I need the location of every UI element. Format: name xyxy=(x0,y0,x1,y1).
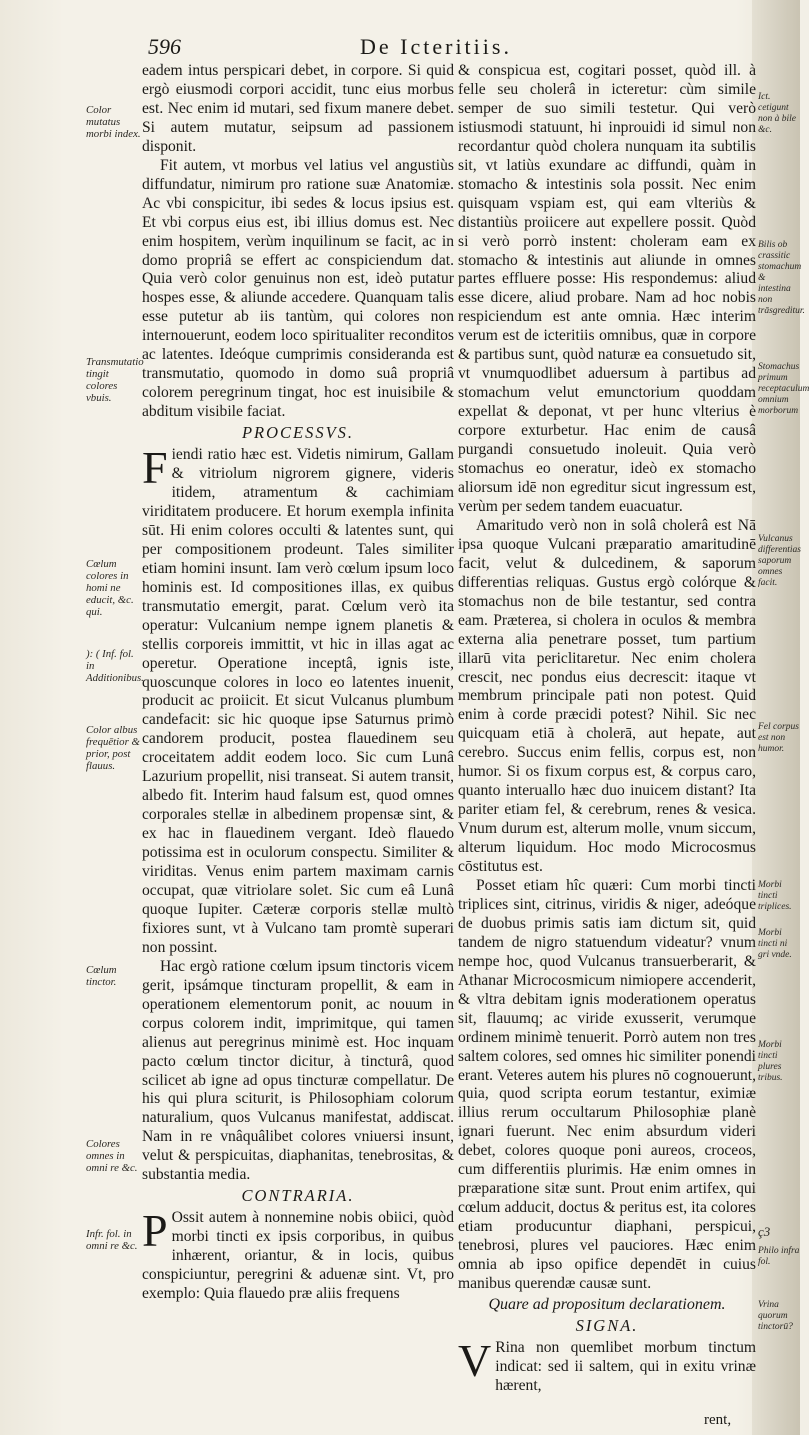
margin-note-right: Philo infra fol. xyxy=(758,1246,800,1267)
margin-note-right: Stomachus primum receptaculum omnium morborum xyxy=(758,362,809,416)
margin-note-left: Color mutatus morbi index. xyxy=(86,104,141,140)
margin-note-right: Fel corpus est non humor. xyxy=(758,722,799,754)
margin-note-left: Cœlum colores in homi ne educit, &c. qui. xyxy=(86,558,134,618)
margin-note-left: Transmutatio tingit colores vbuis. xyxy=(86,356,144,404)
margin-note-left: Colores omnes in omni re &c. xyxy=(86,1138,138,1174)
margin-note-left: Cœlum tinctor. xyxy=(86,964,117,988)
page-gutter-shadow xyxy=(752,0,809,1435)
margin-note-right: Vrina quorum tinctorū? xyxy=(758,1300,793,1332)
symbol-mark: ç3 xyxy=(758,1224,771,1239)
margin-note-left: Infr. fol. in omni re &c. xyxy=(86,1228,138,1252)
contraria-text: Ossit autem à nonnemine nobis obiici, quòd morbi tincti ex ipsis corporibus, in quibus inhærent, oriantur, & in locis, quibus conspiciuntur, peregrini & aduenæ sint. Vt, pro exemplo: Quia flauedo præ aliis frequens xyxy=(142,1209,454,1302)
margin-note-left: Color albus frequētior & prior, post flauus. xyxy=(86,724,140,772)
left-column xyxy=(142,62,454,1304)
running-title: De Icteritiis. xyxy=(360,34,512,59)
left-paragraph: Fit autem, vt morbus vel latius vel angustiùs diffundatur, nimirum pro ratione suæ Anatomiæ. Ac vbi conspicitur, ibi sedes & locus ipsius est. Et vbi corpus eius est, ibi illius domus est. Nec enim hospitem, verùm inquilinum se facit, ac in domo propriâ se effert ac conspiciendum dat. Quia verò color genuinus non est, ideò putatur hospes esse, & aliunde accedere. Quanquam talis esse putetur ab iis tantùm, qui colores non internouerunt, eodem loco spiritualiter reconditos ac latentes. Ideóque cumprimis consideranda est transmutatio, quomodo in domo suâ propriâ colorem peregrinum tingat, hoc est inuisibile & abditum visibile faciat. xyxy=(142,156,454,421)
dropcap: F xyxy=(142,442,168,494)
right-column xyxy=(458,62,756,1396)
right-paragraph: Amaritudo verò non in solâ cholerâ est Nā ipsa quoque Vulcani præparatio amaritudinē facit, velut & dulcedinem, & saporum differentias reliquas. Gustus ergò colórque & stomachus non de bile testantur, sed contra eam. Præterea, si cholera in oculos & membra externa alia penetrare posset, tum partium illarū vita periclitaretur. Nec enim cholera crescit, nec pondus eius decrescit: itaque vt membrum principale pati non potest. Quid enim à corde præcidi potest? Nihil. Sic nec quicquam etiā à cholerā, aut hepate, aut cerebro. Succus enim fellis, corpus est, non humor. Si os fixum corpus est, & corpus caro, quanto interuallo hæc duo inuicem distant? Ita pariter etiam fel, & cerebrum, renes & vesica. Vnum durum est, alterum molle, vnum siccum, alterum liquidum. Hoc modo Microcosmus cōstitutus est. xyxy=(458,516,756,876)
signa-text: Rina non quemlibet morbum tinctum indicat: sed ii saltem, qui in exitu vrinæ hærent, xyxy=(495,1338,756,1394)
margin-note-right: Morbi tincti triplices. xyxy=(758,880,792,912)
dropcap: P xyxy=(142,1205,168,1257)
right-paragraph: & conspicua est, cogitari posset, quòd ill. à felle seu cholerâ in icteretur: cùm simile semper de suo simili testetur. Qui verò istiusmodi statuunt, hi inprouidi id simul non recordantur quòd cholera nunquam ita subtilis sit, vt latiùs exundare ac diffundi, quàm in stomacho & intestinis sola possit. Nec enim quisquam vspiam est, qui eam vlteriùs & distantiùs proiicere aut expellere possit. Quòd si verò porrò instent: choleram eam ex stomacho & intestinis aut aliunde in omnes partes effluere posse: His respondemus: aliud esse dicere, aliud probare. Nam ad hoc nobis respiciendum est ante omnia. Hæc interim verum est de icteritiis omnibus, quæ in corpore & partibus sunt, quòd naturæ ea consuetudo sit, vt vnumquodlibet aduersum à partibus ad stomachum velut emunctorium quoddam expellat & deponat, vt per hunc vlterius è corpore exturbetur. Hac enim de causâ purgandi consuetudo inoleuit. Quia verò stomachus eo oneratur, ideò ex stomacho aliorsum idē non egreditur sicut ingressum est, verùm per sedem tandem euacuatur. xyxy=(458,62,756,515)
processus-paragraph xyxy=(142,442,454,958)
page-number: 596 xyxy=(148,34,181,59)
processus-paragraph: Hac ergò ratione cœlum ipsum tinctoris vicem gerit, ipsámque tincturam propellit, & eam in operationem elementorum ponit, ac nouum in corpus colorem indit, imprimitque, qui tamen alienus aut peregrinus minimè est. Hoc inquam pacto cœlum tinctor dicitur, à tincturâ, quod scilicet ab igne ad opus tincturæ compellatur. De his qui plura sciturit, is Philosophiam colorum naturalium, quos Vulcanus manifestat, addiscat. Nam in re vnâquâlibet colores vniuersi insunt, velut & perspicuitas, diaphanitas, tenebrositas, & substantia media. xyxy=(142,957,454,1184)
declaration-subheading: Quare ad propositum declarationem. xyxy=(488,1295,726,1313)
section-heading-contraria: CONTRARIA. xyxy=(241,1186,355,1206)
right-paragraph: Posset etiam hîc quæri: Cum morbi tincti triplices sint, citrinus, viridis & niger, adeóque de duobus primis satis iam dictum sit, quid tandem de nigro statuendum videatur? vnum nempe hoc, quod Vulcanus transuerberarit, & Athanar Microcosmicum nimiopere accenderit, & vltra debitam ignis moderationem operatus sit, flauumq; ac viride exusserit, verumque ordinem minimè tenuerit. Porrò autem non tres saltem colores, sed omnes hic similiter ponendi erant. Veteres autem his plures nō cognouerunt, quia, quod scripta eorum testantur, eximiæ illius rerum occultarum Philosophiæ planè ignari fuerunt. Nec enim absurdum videri debet, colores quoque poni aureos, croceos, cum differentiis plurimis. Hæ enim omnes in præparatione sitæ sunt. Prout enim artifex, qui cœlum adducit, doctus & peritus est, ita colores etiam producuntur diaphani, perspicui, tenebrosi, plures vel pauciores. Hæc enim omnia ab ipso opifice dependēt in cuius manibus querendæ causæ sunt. xyxy=(458,876,756,1292)
margin-note-left: ): ( Inf. fol. in Additionibus. xyxy=(86,648,144,684)
catchword: rent, xyxy=(704,1412,732,1428)
margin-note-right: Bilis ob crassitic stomachum & intestina non trāsgreditur. xyxy=(758,240,805,316)
margin-note-right: Vulcanus differentias saporum omnes facit. xyxy=(758,534,801,588)
margin-note-right: Ict. cetigunt non à bile &c. xyxy=(758,92,796,135)
margin-note-right: Morbi tincti ni gri vnde. xyxy=(758,928,792,960)
left-paragraph: eadem intus perspicari debet, in corpore. Si quid ergò eiusmodi corpori accidit, tunc eius morbus est. Nec enim id mutari, sed fixum manere debet. Si autem mutatur, seipsum ad passionem disponit. xyxy=(142,62,454,155)
section-heading-signa: SIGNA. xyxy=(575,1315,639,1335)
page-header xyxy=(148,34,758,60)
dropcap: V xyxy=(458,1334,492,1386)
contraria-paragraph xyxy=(142,1205,454,1304)
margin-note-right: Morbi tincti plures tribus. xyxy=(758,1040,783,1083)
processus-text: iendi ratio hæc est. Videtis nimirum, Gallam & vitriolum nigrorem gignere, videris itidem, atramentum & cachimiam viriditatem producere. Et horum exempla infinita sūt. Hi enim colores occulti & latentes sunt, qui per compositionem prodeunt. Tales similiter etiam homini insunt. Iam verò cœlum ipsum loco hominis est. Id compositiones illas, ex quibus transmutatio emergit, parat. Cœlum verò ita operatur: Vulcanium nempe ignem planetis & stellis corporeis immittit, vt hic in illas agat ac operetur. Operatione inceptâ, ignis iste, quoscunque colores in loco eo latentes inuenit, producit ac proiicit. Et sicut Vulcanus plumbum candefacit: sic hic quoque ipse Saturnus primò candorem producit, postea flauedinem seu croceitatem addit eodem loco. Sic cum Lunâ Lazurium propellit, nisi transeat. Si autem transit, albedo fit. Interim haud falsum est, quod omnes corporales stellæ in albedinem propensæ sint, & ex hac in flauedinem vergant. Ideò flauedo potissima est in oculorum conspectu. Similiter & viriditas. Venus enim partem maximam carnis occupat, quæ vitriolare solet. Sic cum eâ Lunâ quoque Iupiter. Cæteræ corporis stellæ multò fixiores sunt, vt à Vulcano tam promtè superari non possint. xyxy=(142,446,454,956)
section-heading-processus: PROCESSVS. xyxy=(241,423,355,443)
signa-paragraph xyxy=(458,1334,756,1396)
